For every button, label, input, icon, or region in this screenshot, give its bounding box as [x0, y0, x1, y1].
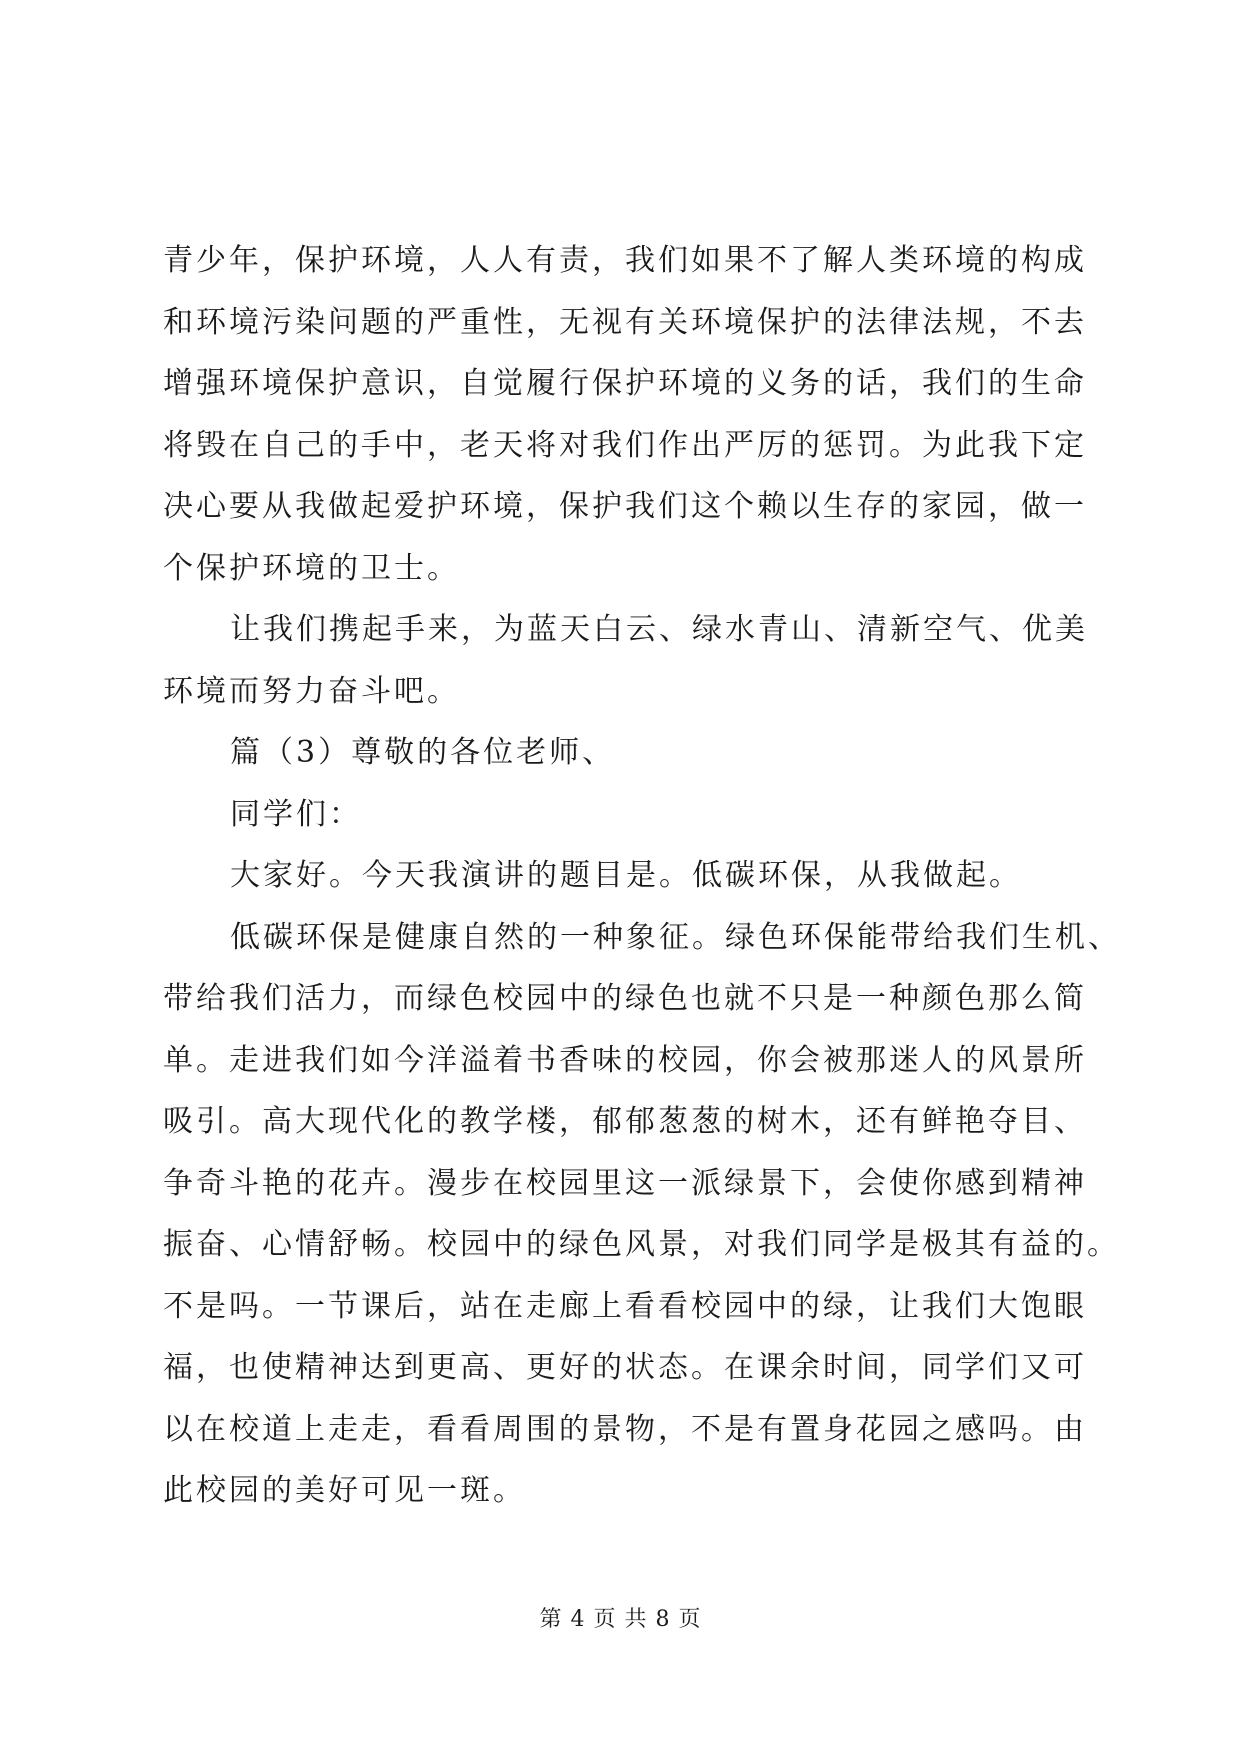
text-line: 环境而努力奋斗吧。 [163, 673, 460, 709]
text-line: 青少年，保护环境，人人有责，我们如果不了解人类环境的构成 [163, 243, 1087, 278]
text-line: 带给我们活力，而绿色校园中的绿色也就不只是一种颜色那么简 [163, 981, 1087, 1016]
text-line: 福，也使精神达到更高、更好的状态。在课余时间，同学们又可 [163, 1350, 1087, 1385]
text-line: 振奋、心情舒畅。校园中的绿色风景，对我们同学是极其有益的。 [163, 1227, 1120, 1262]
text-line: 此校园的美好可见一斑。 [163, 1473, 526, 1508]
text-line: 以在校道上走走，看看周围的景物，不是有置身花园之感吗。由 [163, 1411, 1087, 1447]
salutation-line: 同学们： [230, 796, 362, 832]
paragraph-first-line: 让我们携起手来，为蓝天白云、绿水青山、清新空气、优美 [230, 612, 1088, 647]
text-line: 单。走进我们如今洋溢着书香味的校园，你会被那迷人的风景所 [163, 1042, 1087, 1078]
text-line: 将毁在自己的手中，老天将对我们作出严厉的惩罚。为此我下定 [163, 427, 1087, 463]
text-line: 决心要从我做起爱护环境，保护我们这个赖以生存的家园，做一 [163, 489, 1087, 524]
text-line: 和环境污染问题的严重性，无视有关环境保护的法律法规，不去 [163, 304, 1087, 340]
text-line: 吸引。高大现代化的教学楼，郁郁葱葱的树木，还有鲜艳夺目、 [163, 1104, 1087, 1139]
page-number-footer: 第 4 页 共 8 页 [539, 1607, 702, 1632]
paragraph-first-line: 大家好。今天我演讲的题目是。低碳环保，从我做起。 [230, 858, 1022, 893]
paragraph-first-line: 低碳环保是健康自然的一种象征。绿色环保能带给我们生机、 [230, 919, 1121, 955]
document-body [163, 230, 1121, 1522]
text-line: 争奇斗艳的花卉。漫步在校园里这一派绿景下，会使你感到精神 [163, 1165, 1087, 1201]
text-line: 增强环境保护意识，自觉履行保护环境的义务的话，我们的生命 [163, 366, 1087, 401]
text-line: 个保护环境的卫士。 [163, 550, 460, 586]
text-line: 不是吗。一节课后，站在走廊上看看校园中的绿，让我们大饱眼 [163, 1288, 1087, 1324]
section-heading-line: 篇（3）尊敬的各位老师、 [230, 735, 616, 770]
